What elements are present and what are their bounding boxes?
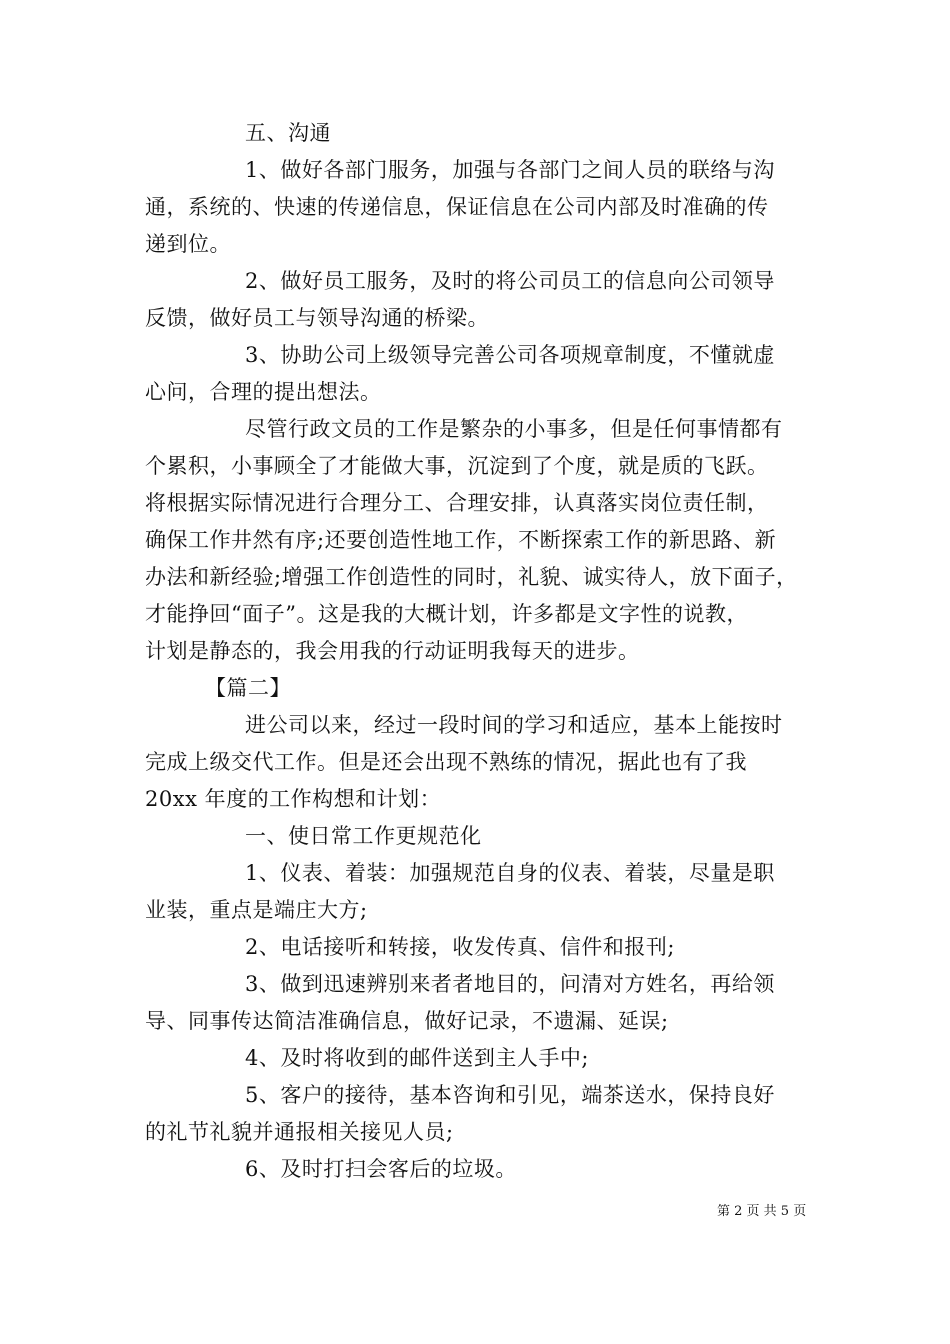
list-item-line: 导、同事传达简洁准确信息，做好记录，不遗漏、延误; — [145, 1009, 669, 1033]
paragraph-line: 反馈，做好员工与领导沟通的桥梁。 — [145, 306, 489, 330]
section-heading-standardize: 一、使日常工作更规范化 — [245, 824, 482, 848]
paragraph-line: 个累积，小事顾全了才能做大事，沉淀到了个度，就是质的飞跃。 — [145, 454, 769, 478]
list-item-line: 6、及时打扫会客后的垃圾。 — [245, 1157, 517, 1181]
page-number: 第 2 页 共 5 页 — [717, 1204, 807, 1219]
paragraph-line: 3、协助公司上级领导完善公司各项规章制度，不懂就虚 — [245, 343, 775, 367]
paragraph-line: 2、做好员工服务，及时的将公司员工的信息向公司领导 — [245, 269, 775, 293]
paragraph-line: 递到位。 — [145, 232, 231, 256]
list-item-line: 的礼节礼貌并通报相关接见人员; — [145, 1120, 454, 1144]
list-item-line: 5、客户的接待，基本咨询和引见，端茶送水，保持良好 — [245, 1083, 775, 1107]
paragraph-line: 进公司以来，经过一段时间的学习和适应，基本上能按时 — [245, 713, 783, 737]
list-item-line: 1、仪表、着装：加强规范自身的仪表、着装，尽量是职 — [245, 861, 775, 885]
paragraph-line: 通，系统的、快速的传递信息，保证信息在公司内部及时准确的传 — [145, 195, 769, 219]
section-heading-communication: 五、沟通 — [245, 121, 331, 145]
paragraph-line: 完成上级交代工作。但是还会出现不熟练的情况，据此也有了我 — [145, 750, 747, 774]
paragraph-line: 将根据实际情况进行合理分工、合理安排，认真落实岗位责任制， — [145, 491, 769, 515]
paragraph-line: 1、做好各部门服务，加强与各部门之间人员的联络与沟 — [245, 158, 775, 182]
list-item-line: 2、电话接听和转接，收发传真、信件和报刊; — [245, 935, 675, 959]
paragraph-line: 确保工作井然有序;还要创造性地工作，不断探索工作的新思路、新 — [145, 528, 777, 552]
list-item-line: 3、做到迅速辨别来者者地目的，问清对方姓名，再给领 — [245, 972, 775, 996]
paragraph-line: 心问，合理的提出想法。 — [145, 380, 382, 404]
paragraph-line: 办法和新经验;增强工作创造性的同时，礼貌、诚实待人，放下面子， — [145, 565, 798, 589]
paragraph-line: 20xx 年度的工作构想和计划： — [145, 787, 442, 811]
paragraph-line: 才能挣回“面子”。这是我的大概计划，许多都是文字性的说教， — [145, 602, 748, 626]
paragraph-line: 计划是静态的，我会用我的行动证明我每天的进步。 — [145, 639, 640, 663]
list-item-line: 业装，重点是端庄大方; — [145, 898, 368, 922]
section-title-part-two: 【篇二】 — [205, 676, 291, 700]
list-item-line: 4、及时将收到的邮件送到主人手中; — [245, 1046, 589, 1070]
paragraph-line: 尽管行政文员的工作是繁杂的小事多，但是任何事情都有 — [245, 417, 783, 441]
